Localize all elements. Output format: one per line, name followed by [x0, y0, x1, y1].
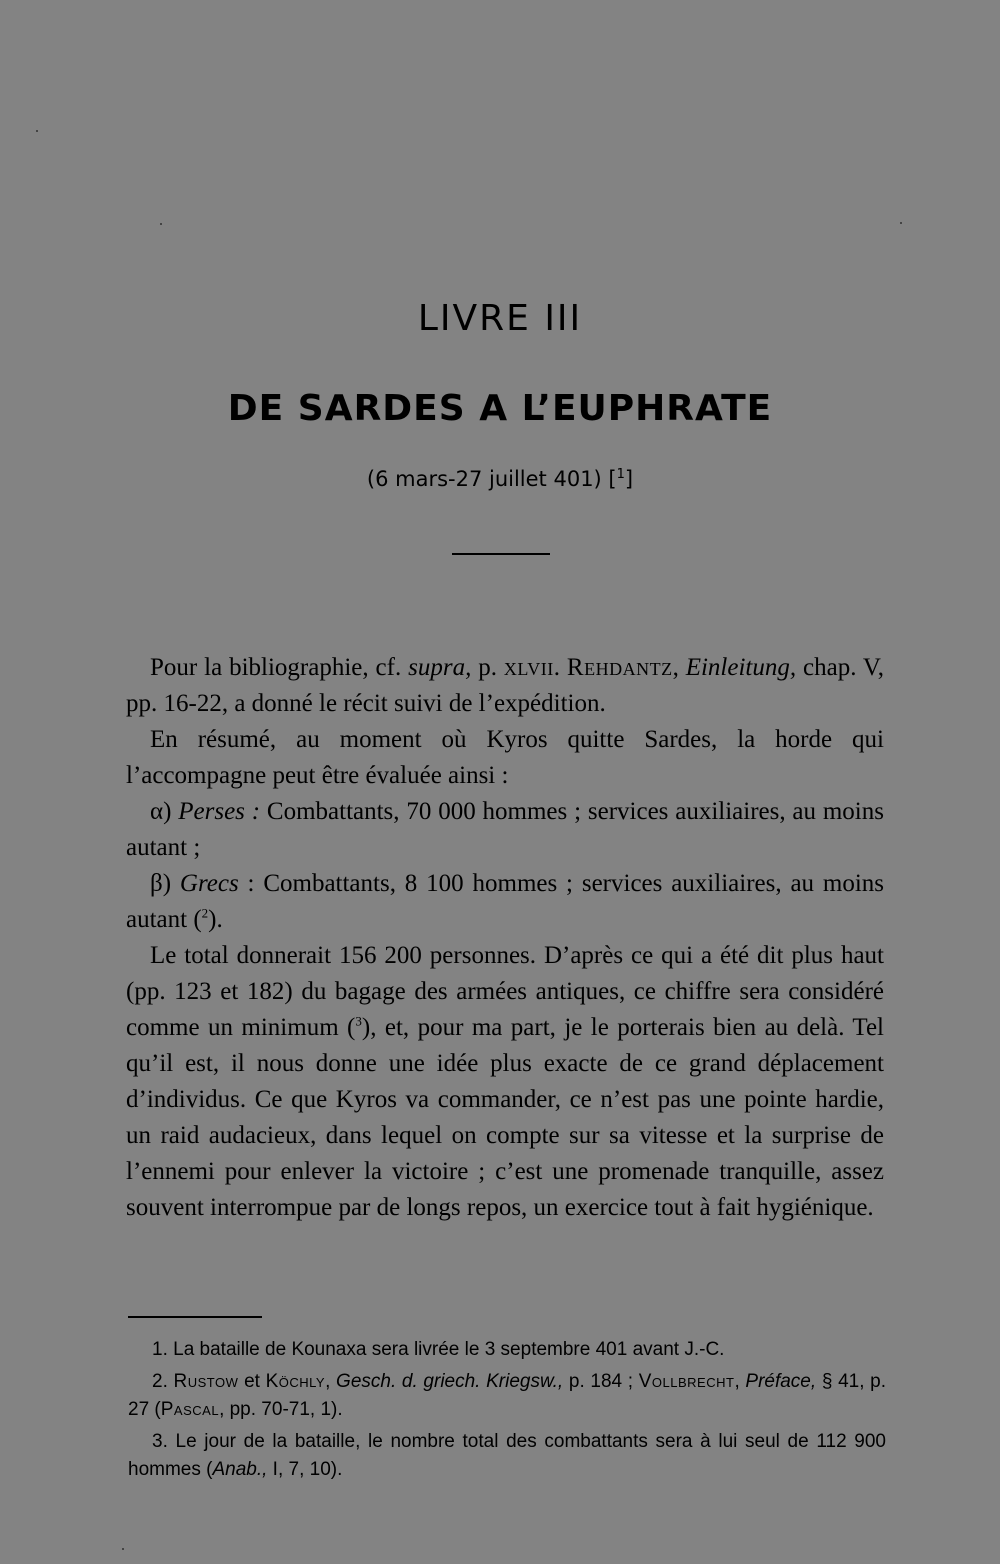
work-title: Anab.,	[212, 1459, 268, 1480]
text-run: : Combattants, 8 100 hommes ; services auxiliaires, au moins autant (	[126, 870, 885, 933]
footnote-3	[128, 1428, 886, 1484]
work-title: Einleitung,	[685, 654, 797, 681]
book-title: LIVRE III	[417, 298, 583, 339]
dates-close: ]	[624, 467, 634, 491]
text-run: , pp. 70-71, 1).	[219, 1399, 343, 1420]
work-title: Gesch. d. griech. Kriegsw.,	[336, 1371, 564, 1392]
footnotes	[128, 1336, 886, 1488]
text-run: Combattants, 70 000 hommes ; services auxiliaires, au moins autant ;	[126, 798, 884, 861]
text-run: .	[553, 654, 567, 681]
text-run: I, 7, 10).	[267, 1459, 343, 1480]
paragraph-summary: En résumé, au moment où Kyros quitte Sardes, la horde qui l’accompagne peut être évaluée ainsi :	[126, 726, 884, 789]
text-run: ), et, pour ma part, je le porterais bien au delà. Tel qu’il est, il nous donne une idée plus exacte de ce grand déplacement d’individus. Ce que Kyros va commander, ce n’est pas une pointe hardie, un raid audacieux, dans lequel on compte sur sa vitesse et la surprise de l’ennemi pour enlever la victoire ; c’est une promenade tranquille, assez souvent interrompue par de longs repos, un exercice tout à fait hygiénique.	[126, 1014, 884, 1221]
text-run: chap. V, pp. 16-22, a donné le récit suivi de l’expédition.	[126, 654, 885, 717]
text-run: Pour la bibliographie, cf.	[150, 654, 409, 681]
italic-run: Perses :	[178, 798, 261, 825]
list-label: β)	[150, 870, 180, 897]
italic-run: supra,	[408, 654, 472, 681]
text-run: ,	[672, 654, 686, 681]
paragraph-bibliography	[126, 650, 884, 722]
text-run: ,	[734, 1371, 746, 1392]
author-name: Rehdantz	[566, 654, 673, 681]
chapter-title: DE SARDES A L’EUPHRATE	[227, 388, 773, 429]
text-run: 3. Le jour de la bataille, le nombre total des combattants sera à lui seul de 112 900 hommes (	[128, 1431, 886, 1480]
dates-text: (6 mars-27 juillet 401) [	[366, 467, 617, 491]
text-run: 2.	[152, 1371, 174, 1392]
paragraph-grecs	[126, 866, 884, 938]
paragraph-total	[126, 938, 884, 1226]
text-run: p. 184 ;	[563, 1371, 639, 1392]
footnote-ref-1: 1	[616, 467, 625, 482]
author-name: Vollbrecht	[638, 1371, 735, 1392]
footnote-1: 1. La bataille de Kounaxa sera livrée le 3 septembre 401 avant J.-C.	[152, 1339, 725, 1360]
text-run: § 41, p. 27 (	[128, 1371, 886, 1420]
paper-speck	[36, 130, 38, 132]
text-run: et	[238, 1371, 266, 1392]
text-run: Le total donnerait 156 200 personnes. D’après ce qui a été dit plus haut (pp. 123 et 182) du bagage des armées antiques, ce chiffre sera considéré comme un minimum (	[126, 942, 884, 1041]
author-name: Köchly	[265, 1371, 326, 1392]
paragraph-perses	[126, 794, 884, 866]
paper-speck	[900, 222, 902, 224]
roman-page-ref: xlvii	[503, 654, 554, 681]
author-name: Rustow	[173, 1371, 239, 1392]
author-name: Pascal	[160, 1399, 220, 1420]
text-run: ,	[325, 1371, 337, 1392]
paper-speck	[122, 1548, 124, 1550]
paper-speck	[160, 223, 162, 225]
chapter-dates	[0, 467, 1000, 491]
footnote-2	[128, 1368, 886, 1424]
work-title: Préface,	[745, 1371, 817, 1392]
body-text	[126, 650, 884, 1226]
footnote-divider	[128, 1316, 262, 1318]
title-divider	[452, 553, 550, 555]
italic-run: Grecs	[179, 870, 239, 897]
list-label: α)	[150, 798, 179, 825]
text-run: ).	[208, 906, 223, 933]
footnote-ref-3: 3	[355, 1013, 362, 1029]
footnote-ref-2: 2	[201, 905, 209, 921]
text-run: p.	[471, 654, 504, 681]
